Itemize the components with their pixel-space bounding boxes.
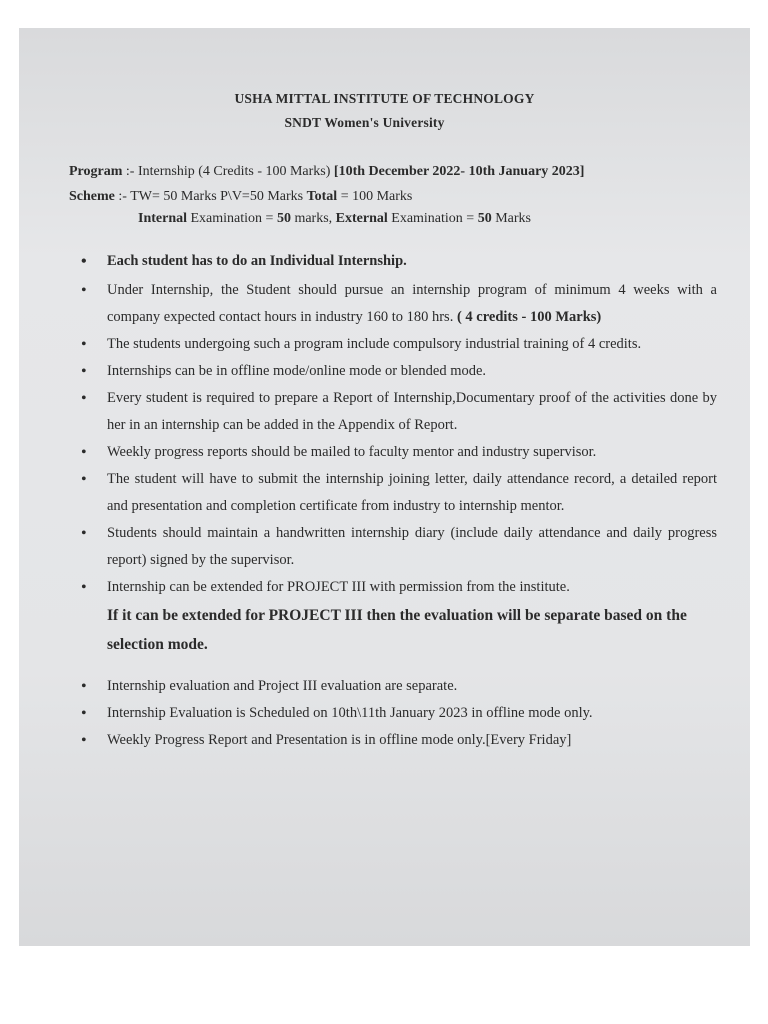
list-item: • Weekly Progress Report and Presentation is in offline mode only.[Every Friday] [77, 727, 717, 754]
program-value: Internship (4 Credits - 100 Marks) [137, 164, 334, 179]
program-dates: [10th December 2022- 10th January 2023] [333, 164, 585, 179]
document-photo [19, 28, 750, 946]
external-text: Examination = [387, 211, 478, 226]
project-note: If it can be extended for PROJECT III then the evaluation will be separate based on the selection mode. [107, 607, 687, 653]
exam-end-text: Marks [491, 211, 531, 226]
list-item: • Every student is required to prepare a Report of Internship,Documentary proof of the activities done by her in an internship can be added in the Appendix of Report. [77, 385, 717, 439]
list-item [77, 277, 717, 331]
credits-note: ( 4 credits - 100 Marks) [456, 309, 602, 325]
scheme-total-value: = 100 Marks [337, 189, 413, 204]
program-sep: :- [122, 164, 138, 179]
points-list [77, 248, 717, 754]
document-page [19, 28, 750, 946]
list-item: • Internship evaluation and Project III evaluation are separate. [77, 673, 717, 700]
scheme-sep: :- [114, 189, 131, 204]
internal-label: Internal [138, 211, 187, 226]
list-item: • Students should maintain a handwritten internship diary (include daily attendance and daily progress report) signed by the supervisor. [77, 520, 717, 574]
list-item: • Internships can be in offline mode/online mode or blended mode. [77, 358, 717, 385]
list-item: • The students undergoing such a program include compulsory industrial training of 4 credits. [77, 331, 717, 358]
program-line [69, 164, 584, 180]
institute-title: USHA MITTAL INSTITUTE OF TECHNOLOGY [234, 91, 535, 106]
list-item: • Internship can be extended for PROJECT III with permission from the institute. [77, 574, 717, 601]
list-item: • Each student has to do an Individual Internship. [77, 248, 717, 275]
scheme-label: Scheme [69, 189, 115, 204]
scheme-line [69, 189, 412, 205]
list-item: • The student will have to submit the internship joining letter, daily attendance record, a detailed report and presentation and completion certificate from industry to internship mentor. [77, 466, 717, 520]
university-title: SNDT Women's University [284, 115, 445, 130]
list-item-text: Under Internship, the Student should pursue an internship program of minimum 4 weeks with a company expected contact hours in industry 160 to 180 hrs. [107, 282, 717, 325]
scheme-total-label: Total [306, 189, 338, 204]
external-label: External [335, 211, 388, 226]
internal-text: Examination = [187, 211, 277, 226]
exam-line [138, 211, 531, 227]
scheme-value: TW= 50 Marks P\V=50 Marks [130, 189, 307, 204]
program-label: Program [69, 164, 123, 179]
list-item: • Internship Evaluation is Scheduled on 10th\11th January 2023 in offline mode only. [77, 700, 717, 727]
external-marks: 50 [477, 211, 492, 226]
exam-mid-text: marks, [290, 211, 336, 226]
internal-marks: 50 [276, 211, 291, 226]
list-item: • Weekly progress reports should be mailed to faculty mentor and industry supervisor. [77, 439, 717, 466]
